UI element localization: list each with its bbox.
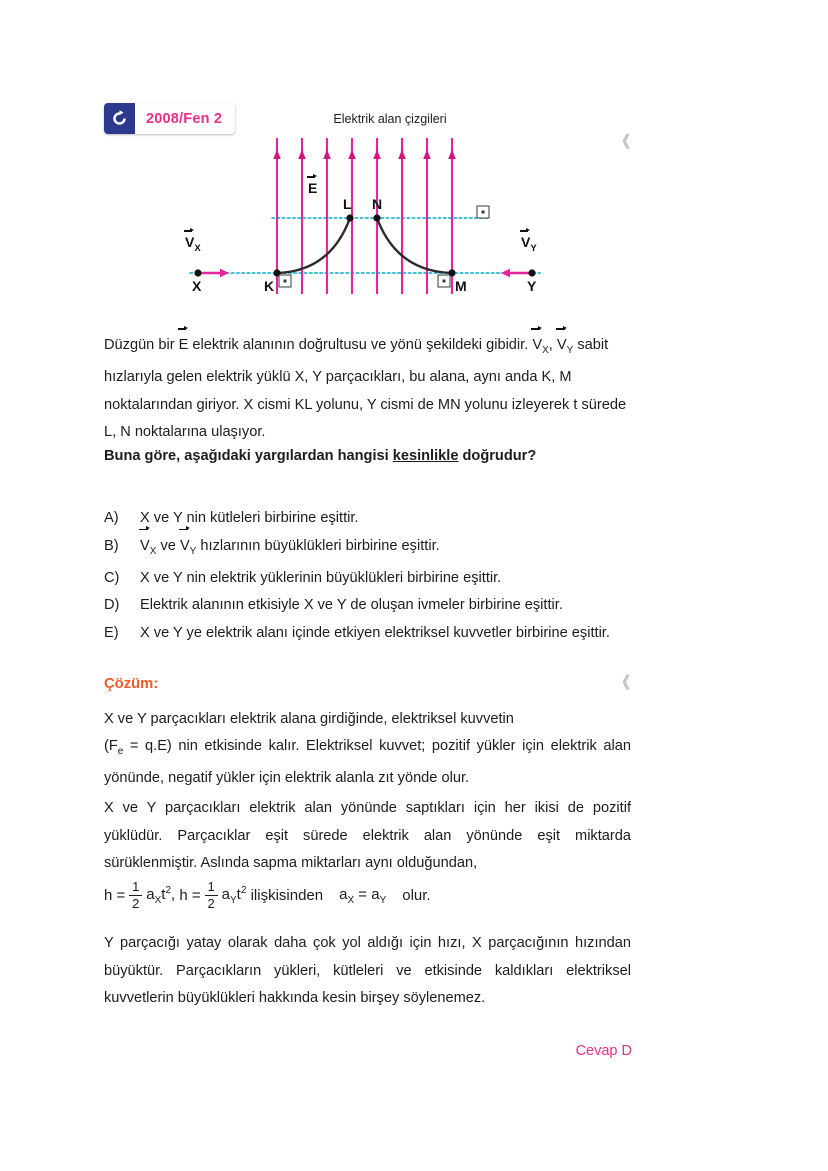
point-label-Y: Y [527,278,537,294]
figure-caption: Elektrik alan çizgileri [333,112,447,126]
point-label-L: L [343,196,352,212]
option-a-text: X ve Y nin kütleleri birbirine eşittir. [140,510,359,526]
option-c-key: C) [104,569,120,586]
formula-term-2: $a_Yt^2$ [221,885,247,907]
question-prompt-prefix: Buna göre, aşağıdaki yargılardan hangisi [104,448,393,464]
answer-key: Cevap D [575,1043,632,1059]
option-c-text: X ve Y nin elektrik yüklerinin büyüklükleri birbirine eşittir. [140,569,502,586]
answer-options [104,505,644,647]
question-prompt [104,443,629,471]
solution-paragraph-1: X ve Y parçacıkları elektrik alana girdiğinde, elektriksel kuvvetin [104,711,514,727]
solution-paragraph-3: X ve Y parçacıkları elektrik alan yönünde saptıkları için her ikisi de pozitif yüklüdür. Parçacıklar eşit sürede elektrik alan yönünde eşit miktarda sürüklenmiştir. Aslında sapma miktarları aynı olduğundan, [104,800,631,871]
point-label-M: M [455,278,467,294]
question-stem: Düzgün bir E elektrik alanının doğrultusu ve yönü şekildeki gibidir. $V_X$, $V_Y$ sabit hızlarıyla gelen elektrik yüklü X, Y parçacıkları, bu alana, aynı anda K, M noktalarından giriyor. X cismi KL yolunu, Y cismi de MN yolunu izleyerek t sürede L, N noktalarına ulaşıyor. [104,332,629,447]
option-d-key: D) [104,597,120,614]
option-b-key: B) [104,537,119,554]
formula-lhs-2: h = [179,887,201,905]
solution-formula [104,880,431,911]
formula-fraction-1: $\frac{1}{2}$ [129,880,142,911]
option-e-text: X ve Y ye elektrik alanı içinde etkiyen elektriksel kuvvetler birbirine eşittir. [140,624,610,641]
scan-artifact-top: ❰ [620,132,633,149]
solution-heading: Çözüm: [104,676,159,692]
refresh-circle-icon [104,103,135,134]
figure-drawing [150,106,580,306]
solution-paragraph-4: Y parçacığı yatay olarak daha çok yol aldığı için hızı, X parçacığının hızından büyüktür. Parçacıkların yükleri, kütleleri ve etkisinde kaldıkları elektriksel kuvvetlerin büyüklükleri hakkında kesin birşey söylenemez. [104,935,631,1006]
formula-lhs-1: h = [104,887,126,905]
source-badge-label: 2008/Fen 2 [146,110,223,127]
formula-fraction-2: $\frac{1}{2}$ [205,880,218,911]
option-b-text: $V_X$ ve $V_Y$ hızlarının büyüklükleri birbirine eşittir. [140,533,644,565]
point-label-K: K [264,278,275,294]
question-prompt-suffix: doğrudur? [458,448,537,464]
velocity-label-vy: $V_Y$ [521,234,537,254]
formula-term-1: $a_Xt^2$, [146,885,176,907]
question-prompt-emphasis: kesinlikle [392,448,459,464]
velocity-label-vx: $V_X$ [185,234,201,254]
point-label-X: X [192,278,202,294]
point-label-N: N [372,196,383,212]
option-d[interactable] [104,592,644,620]
option-e-key: E) [104,624,119,641]
option-e[interactable] [104,620,644,648]
option-d-text: Elektrik alanının etkisiyle X ve Y de oluşan ivmeler birbirine eşittir. [140,597,563,614]
formula-relation: ilişkisinden [250,887,324,905]
formula-result: $a_X = a_Y$ [339,885,387,906]
solution-paragraph-2: $(F_e = q.E)$ nin etkisinde kalır. Elektriksel kuvvet; pozitif yükler için elektrik alan yönünde, negatif yükler için elektrik alanla zıt yönde olur. [104,738,631,787]
scan-artifact-middle: ❰ [620,673,633,690]
option-a-key: A) [104,510,119,526]
field-label-E: E [308,180,318,196]
formula-tail: olur. [402,887,431,905]
physics-figure [150,106,580,306]
option-b[interactable] [104,533,644,565]
option-c[interactable] [104,565,644,593]
